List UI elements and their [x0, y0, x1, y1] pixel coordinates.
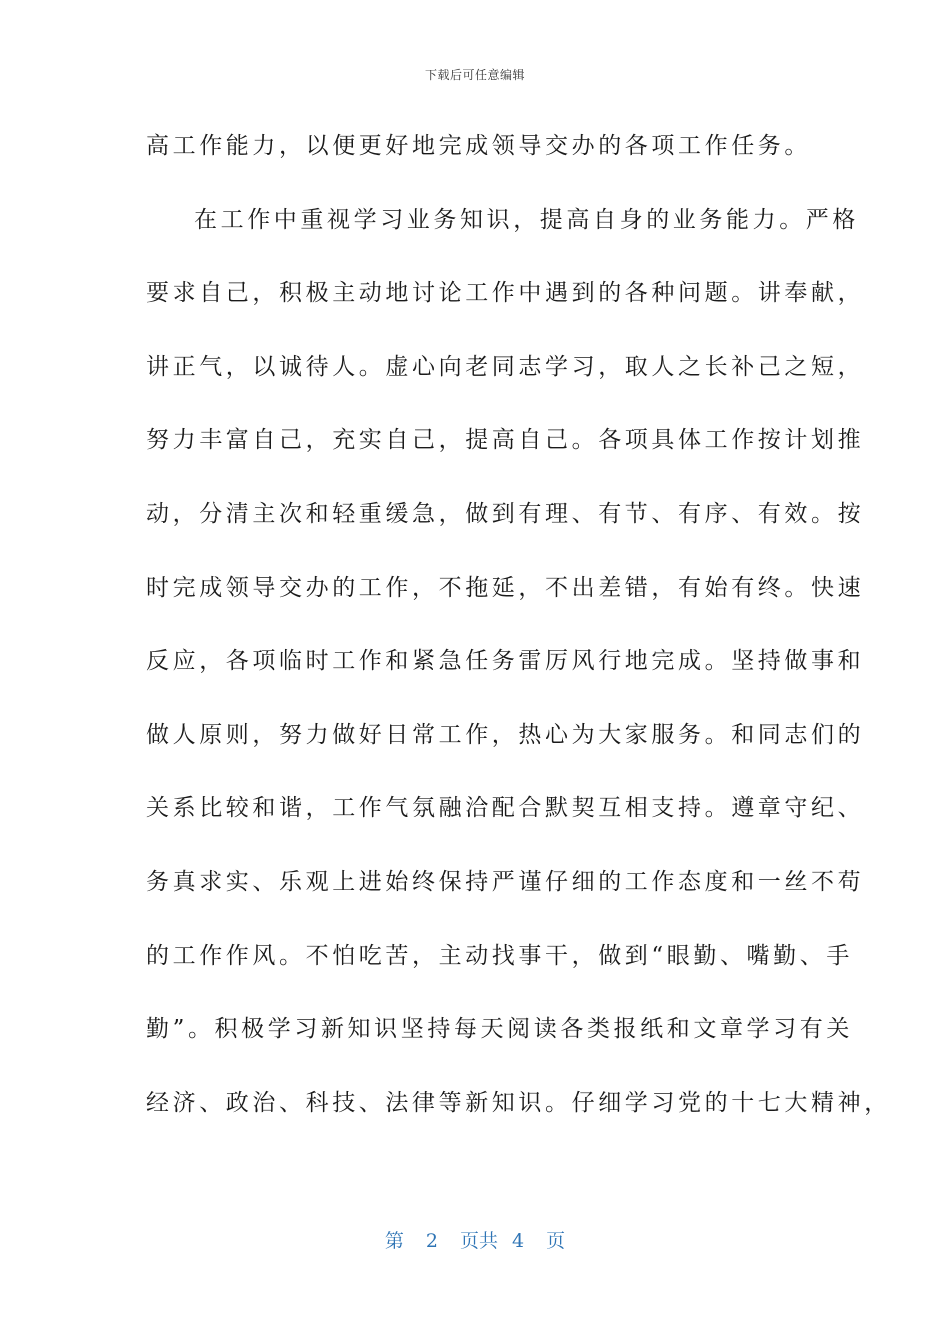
footer-total-pages: 4: [512, 1230, 525, 1252]
text-line: 在工作中重视学习业务知识，提高自身的业务能力。严格: [194, 206, 859, 233]
text-line: 反应，各项临时工作和紧急任务雷厉风行地完成。坚持做事和: [146, 648, 865, 675]
text-line: 做人原则，努力做好日常工作，热心为大家服务。和同志们的: [146, 721, 865, 748]
footer-suffix: 页: [546, 1230, 566, 1252]
document-body: [146, 110, 891, 1140]
footer-middle: 页共: [459, 1230, 498, 1252]
text-line: 勤”。积极学习新知识坚持每天阅读各类报纸和文章学习有关: [146, 1016, 853, 1043]
footer-prefix: 第: [384, 1230, 404, 1252]
text-line: 务真求实、乐观上进始终保持严谨仔细的工作态度和一丝不苟: [146, 868, 865, 895]
footer-current-page: 2: [425, 1230, 438, 1252]
text-line: 努力丰富自己，充实自己，提高自己。各项具体工作按计划推: [146, 427, 865, 454]
text-line: 关系比较和谐，工作气氛融洽配合默契互相支持。遵章守纪、: [146, 795, 865, 822]
text-line: 的工作作风。不怕吃苦，主动找事干，做到“眼勤、嘴勤、手: [146, 942, 853, 969]
text-line: 高工作能力，以便更好地完成领导交办的各项工作任务。: [146, 133, 811, 159]
text-line: 动，分清主次和轻重缓急，做到有理、有节、有序、有效。按: [146, 500, 865, 527]
text-line: 讲正气，以诚待人。虚心向老同志学习，取人之长补己之短，: [146, 353, 865, 380]
text-line: 时完成领导交办的工作，不拖延，不出差错，有始有终。快速: [146, 574, 865, 601]
page-header: 下载后可任意编辑: [424, 68, 525, 82]
text-line: 经济、政治、科技、法律等新知识。仔细学习党的十七大精神，: [146, 1089, 891, 1116]
page-footer: [0, 1226, 950, 1253]
text-line: 要求自己，积极主动地讨论工作中遇到的各种问题。讲奉献，: [146, 280, 865, 307]
